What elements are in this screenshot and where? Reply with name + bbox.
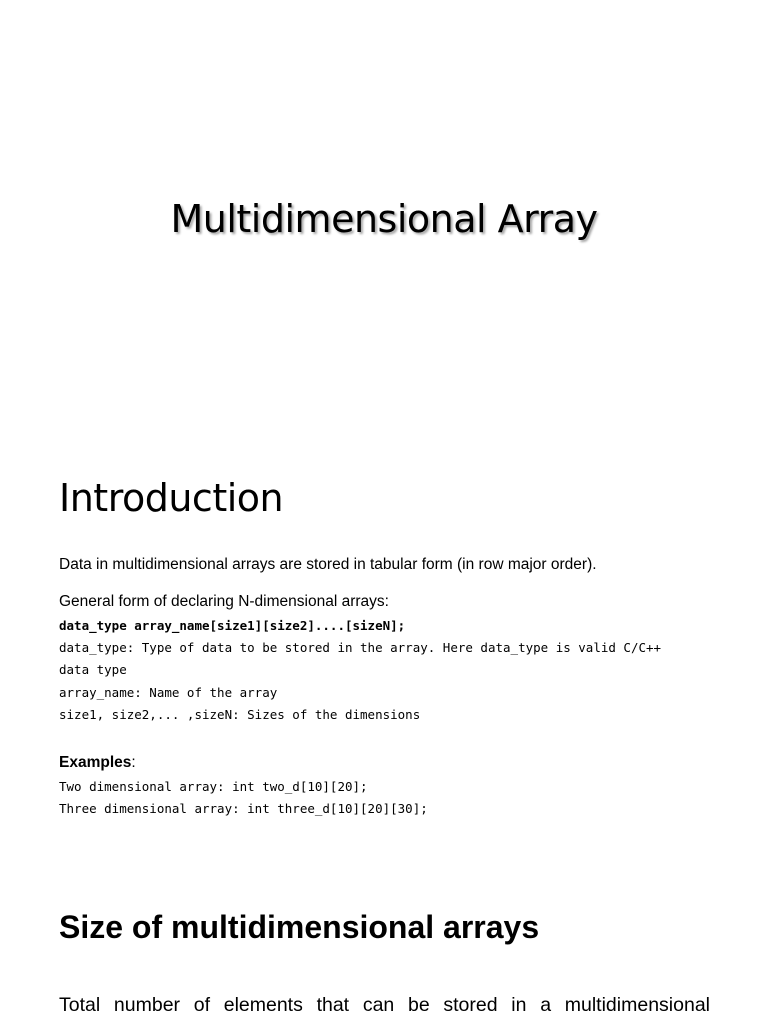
definition-data-type-continued: data type (59, 662, 127, 677)
size-section-text: Total number of elements that can be stored in a multidimensional (59, 994, 710, 1016)
definition-data-type: data_type: Type of data to be stored in the array. Here data_type is valid C/C++ (59, 640, 662, 655)
introduction-heading: Introduction (59, 476, 284, 520)
declaration-syntax: data_type array_name[size1][size2]....[sizeN]; (59, 618, 406, 633)
storage-note: Data in multidimensional arrays are stored in tabular form (in row major order). (59, 556, 597, 573)
examples-label-colon: : (131, 754, 136, 771)
examples-label (59, 753, 136, 773)
example-two-dimensional: Two dimensional array: int two_d[10][20]; (59, 779, 368, 794)
definition-array-name: array_name: Name of the array (59, 685, 278, 700)
size-section-heading: Size of multidimensional arrays (59, 909, 540, 945)
example-three-dimensional: Three dimensional array: int three_d[10][20][30]; (59, 801, 428, 816)
examples-label-text: Examples (59, 754, 132, 771)
definition-sizes: size1, size2,... ,sizeN: Sizes of the dimensions (59, 707, 421, 722)
document-title: Multidimensional Array (170, 197, 598, 241)
general-form-label: General form of declaring N-dimensional arrays: (59, 593, 389, 610)
